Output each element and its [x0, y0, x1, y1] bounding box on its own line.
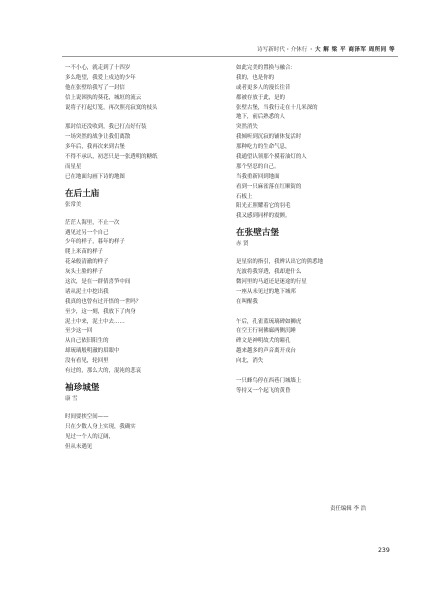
- right-column: [236, 64, 396, 397]
- poem-line: 一场突然的战争让我们离散: [65, 134, 131, 141]
- editor-credit: 责任编辑 李 浩: [330, 506, 367, 512]
- poem-line: 信上说困执的葵花，城垣的流云: [65, 94, 142, 101]
- poem-title-pocket-castle: 袖珍城堡: [65, 382, 100, 393]
- poem-line: 微河里的马道还是迷途的行星: [236, 279, 307, 286]
- stanza-gap: [65, 113, 225, 123]
- poem-line: 诸从泥土中挖出我: [65, 288, 109, 295]
- poem-line: 爬上米苗的样子: [65, 249, 104, 256]
- poem-line: 时间要挟空间——: [65, 413, 109, 420]
- poem-line: 遇见过另一个自己: [65, 229, 109, 236]
- poem-line: 一座从未见过的地下城邦: [236, 288, 296, 295]
- poem-line: 却琉璃般明澈的眉眼中: [65, 348, 120, 355]
- poem-line: 我真的也曾有过开悟的一世吗？: [65, 298, 142, 305]
- poem-line: 都被存放于此，是的: [236, 94, 285, 101]
- poem-line: 有过的，那么大的，混沌的悲哀: [65, 368, 142, 375]
- poem-line: 灰头土脸的样子: [65, 269, 104, 276]
- series-title: 诗写新时代・介休行: [257, 47, 308, 53]
- poem-line: 已在地面勾画下诗的地图: [65, 173, 125, 180]
- poem-line: 石板上: [236, 193, 253, 200]
- stanza-gap: [236, 367, 396, 377]
- poem-line: 在叫醒我: [236, 298, 258, 305]
- poem-title-houtu-temple: 在后土庙: [65, 188, 100, 199]
- poem-line: 只在少数人身上实现，我确实: [65, 423, 136, 430]
- poem-body-zhangbi-castle: [236, 258, 396, 396]
- poem-title-zhangbi-castle: 在张壁古堡: [236, 228, 279, 239]
- page-number: 239: [378, 547, 390, 554]
- poem-line: 至少，这一刻，我放下了肉身: [65, 308, 136, 315]
- header-separator: ・: [308, 47, 314, 53]
- poem-line: 而星星: [65, 163, 82, 170]
- poem-line: 花朵般清澈的样子: [65, 259, 109, 266]
- poem-line: 从自己依旧阳生的: [65, 338, 109, 345]
- poem-line: 碑文是神明故犬的瞳孔: [236, 338, 291, 345]
- left-column: [65, 64, 225, 453]
- poem-line: 张壁古堡，当我行走在十几米深的: [236, 104, 318, 111]
- poem-line: 是星宿的指引，我辨认出它的熊悉地: [236, 259, 324, 266]
- stanza-continued-1: [65, 64, 225, 113]
- poem-line: 但从未遇见: [65, 443, 93, 450]
- poem-line: 一只蜂鸟停在西巷门城墙上: [236, 377, 302, 384]
- poem-line: 越来越多的声音离开戎台: [236, 348, 296, 355]
- poem-line: 等持又一个起飞的黄昏: [236, 387, 291, 394]
- poem-line: 光波将我穿透，我却进什么: [236, 269, 302, 276]
- poem-line: 阳光正照耀着它的羽毛: [236, 203, 291, 210]
- poem-line: 至少这一回: [65, 328, 93, 335]
- poem-line: 不得不承认，初恋只是一张透明的糖纸: [65, 154, 158, 161]
- stanza-gap: [236, 308, 396, 318]
- poem-line: 多年后，我再次来到古堡: [65, 144, 125, 151]
- poem-line: 看到一只麻雀落在红顺街的: [236, 183, 302, 190]
- poem-line: 我通望认领那个摸着油灯的人: [236, 154, 307, 161]
- header-rule: [62, 56, 398, 57]
- poem-author: 康 雪: [65, 395, 78, 402]
- poem-body-houtu-temple: [65, 219, 225, 377]
- poem-line: 一不小心，就走到了十四岁: [65, 65, 131, 71]
- poem-author: 赤 贤: [236, 241, 249, 248]
- header-authors: 大 解 梁 平 商泽军 周所同 等: [314, 47, 395, 53]
- poem-line: 泥土中来，泥土中去……: [65, 318, 125, 325]
- poem-line: 少年的样子，暮年的样子: [65, 239, 125, 246]
- poem-line: 这次，是在一群倩喜笋中间: [65, 279, 131, 286]
- poem-line: 见过一个人的辽阔，: [65, 433, 114, 440]
- poem-line: 或者更多人的漫长往昔: [236, 84, 291, 91]
- poem-line: 那个坚忍的自己。: [236, 163, 280, 170]
- page-header: [257, 45, 395, 53]
- poem-line: 地下，前后熟悉的人: [236, 114, 285, 121]
- poem-line: 说将子打起灯笼，再次照亮寂寞的枝头: [65, 104, 158, 111]
- poem-line: 我的，也是你的: [236, 74, 275, 81]
- poem-line: 如此完美的置换与融合：: [236, 65, 296, 71]
- poem-line: 他在张壁给我写了一封信: [65, 84, 125, 91]
- poem-line: 茫茫人海里，不止一次: [65, 219, 120, 226]
- poem-line: 那封信还没收到，我已打点好行装: [65, 124, 147, 131]
- poem-line: 向北，消失: [236, 358, 264, 365]
- stanza-continued-3: [236, 64, 396, 222]
- poem-body-pocket-castle: [65, 413, 225, 453]
- stanza-continued-2: [65, 123, 225, 182]
- poem-line: 当我重新回到地面: [236, 173, 280, 180]
- poem-line: 多么绝望，我爱上戍边的少年: [65, 74, 136, 81]
- poem-line: 没有看见，轮回里: [65, 358, 109, 365]
- poem-author: 张常美: [65, 201, 82, 208]
- poem-line: 那种吃力的生命气息，: [236, 144, 291, 151]
- poem-line: 我又感到同样的震颤。: [236, 213, 291, 220]
- poem-line: 在空王行祠佛廊两侧沉睡: [236, 328, 296, 335]
- poem-line: 突然消失: [236, 124, 258, 131]
- poem-line: 我倾听到沉寂的铺体复活时: [236, 134, 302, 141]
- poem-line: 午后，孔雀蓝琉璃碑如狮虎: [236, 318, 302, 325]
